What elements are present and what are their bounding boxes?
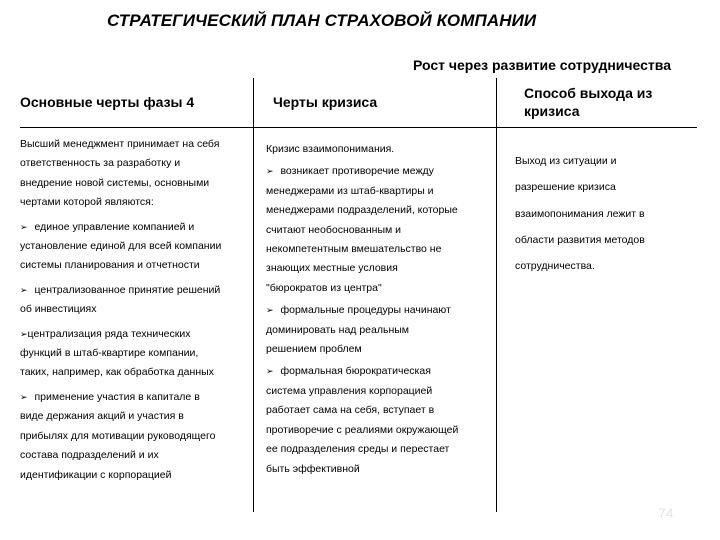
column-header-phase-features: Основные черты фазы 4 xyxy=(20,94,195,110)
crisis-features-column xyxy=(266,140,492,482)
text-line: взаимопонимания лежит в xyxy=(515,207,645,220)
phase-features-intro xyxy=(20,135,252,213)
bullet-item xyxy=(266,301,492,359)
text-line: Кризис взаимопонимания. xyxy=(266,143,395,155)
text-line: установление единой для всей компании xyxy=(20,240,222,253)
page-number: 74 xyxy=(658,505,674,521)
text-line: менеджерами из штаб-квартиры и xyxy=(266,184,434,197)
text-line: системы планирования и отчетности xyxy=(20,259,200,272)
text-line: возникает противоречие между xyxy=(280,165,434,178)
arrow-bullet-icon: ➢ xyxy=(20,391,28,402)
arrow-bullet-icon: ➢ xyxy=(20,221,28,232)
text-line: быть эффективной xyxy=(266,462,360,475)
text-line: работает сама на себя, вступает в xyxy=(266,404,435,417)
bullet-item xyxy=(266,362,492,478)
arrow-bullet-icon: ➢ xyxy=(20,328,28,339)
bullet-item xyxy=(266,162,492,298)
arrow-bullet-icon: ➢ xyxy=(266,166,274,177)
column-header-crisis-features: Черты кризиса xyxy=(273,94,378,110)
text-line: чертами которой являются: xyxy=(20,196,154,209)
text-line: внедрение новой системы, основными xyxy=(20,176,210,189)
text-line: формальная бюрократическая xyxy=(280,365,431,378)
bullet-item xyxy=(20,218,252,276)
header-divider xyxy=(20,127,697,128)
text-line: прибылях для мотивации руководящего xyxy=(20,429,216,442)
text-line: таких, например, как обработка данных xyxy=(20,366,214,379)
text-line: ответственность за разработку и xyxy=(20,157,181,170)
crisis-exit-column xyxy=(515,148,693,279)
text-line: централизованное принятие решений xyxy=(34,283,221,296)
text-line: применение участия в капитале в xyxy=(34,390,200,403)
text-line: Выход из ситуации и xyxy=(515,155,617,167)
text-line: состава подразделений и их xyxy=(20,449,159,462)
bullet-item xyxy=(20,281,252,320)
text-line: области развития методов xyxy=(515,233,645,246)
text-line: ее подразделения среды и перестает xyxy=(266,443,450,456)
text-line: знающих местные условия xyxy=(266,262,398,275)
text-line: единое управление компанией и xyxy=(34,220,195,233)
text-line: доминировать над реальным xyxy=(266,323,410,336)
crisis-intro xyxy=(266,140,492,159)
text-line: считают необоснованным и xyxy=(266,223,402,236)
arrow-bullet-icon: ➢ xyxy=(20,284,28,295)
arrow-bullet-icon: ➢ xyxy=(266,366,274,377)
text-line: менеджерами подразделений, которые xyxy=(266,204,458,217)
page-subtitle: Рост через развитие сотрудничества xyxy=(413,57,671,73)
text-line: формальные процедуры начинают xyxy=(280,304,451,317)
text-line: разрешение кризиса xyxy=(515,181,616,194)
text-line: виде держания акций и участия в xyxy=(20,410,184,423)
text-line: Высший менеджмент принимает на себя xyxy=(20,138,220,150)
bullet-item xyxy=(20,388,252,485)
text-line: функций в штаб-квартире компании, xyxy=(20,347,199,360)
arrow-bullet-icon: ➢ xyxy=(266,305,274,316)
text-line: решением проблем xyxy=(266,343,362,356)
text-line: об инвестициях xyxy=(20,303,97,316)
text-line: "бюрократов из центра" xyxy=(266,281,382,294)
text-line: система управления корпорацией xyxy=(266,384,433,397)
bullet-item xyxy=(20,325,252,383)
column-divider-1 xyxy=(253,78,254,512)
column-header-crisis-exit: Способ выхода из кризиса xyxy=(524,85,653,119)
column-divider-2 xyxy=(496,78,497,512)
page-title: СТРАТЕГИЧЕСКИЙ ПЛАН СТРАХОВОЙ КОМПАНИИ xyxy=(107,11,537,30)
text-line: сотрудничества. xyxy=(515,260,595,273)
phase-features-column xyxy=(20,135,252,490)
text-line: централизация ряда технических xyxy=(27,327,191,340)
text-line: некомпетентным вмешательство не xyxy=(266,243,442,256)
text-line: противоречие с реалиями окружающей xyxy=(266,423,459,436)
text-line: идентификации с корпорацией xyxy=(20,468,172,481)
